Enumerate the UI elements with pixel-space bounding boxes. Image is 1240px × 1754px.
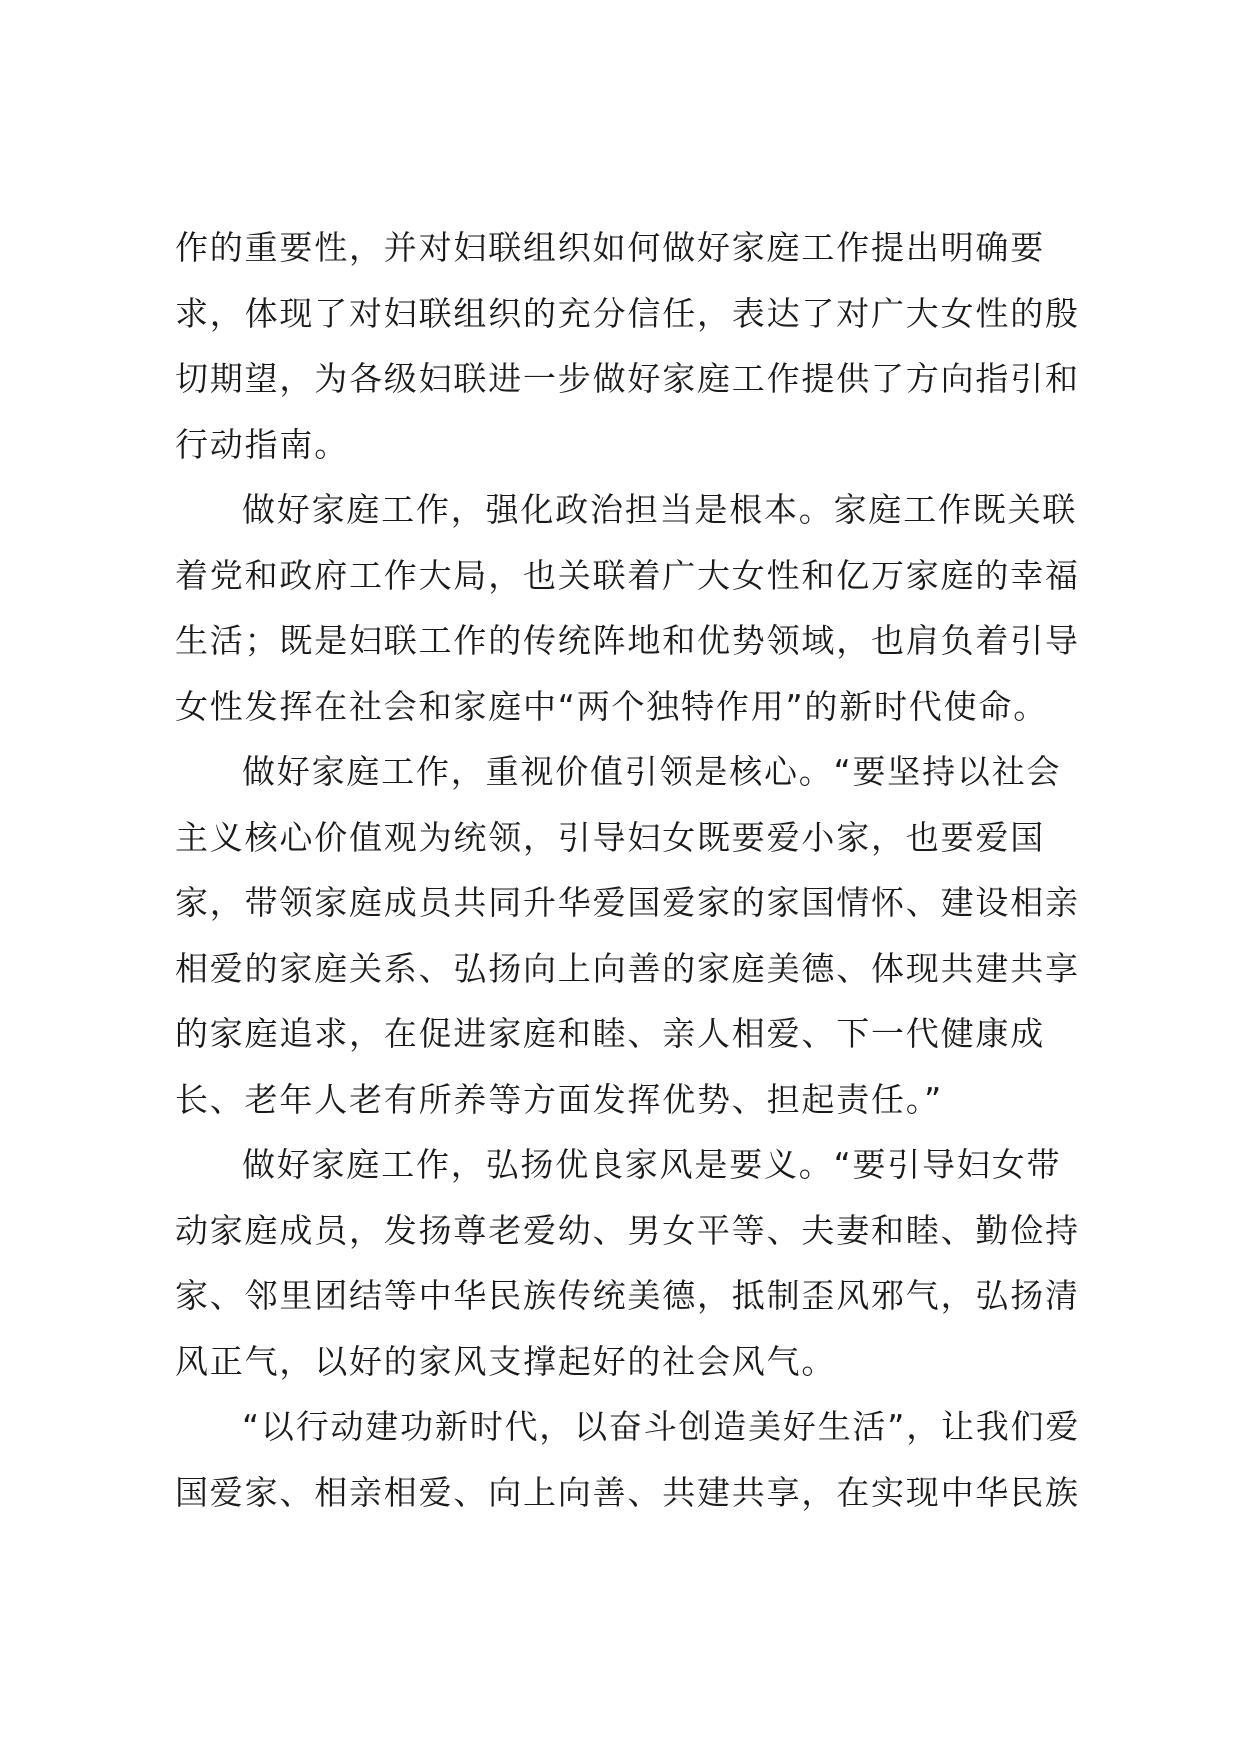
text-line: 作的重要性，并对妇联组织如何做好家庭工作提出明确要	[175, 228, 1045, 267]
text-line: 着党和政府工作大局，也关联着广大女性和亿万家庭的幸福	[175, 555, 1080, 595]
text-line: 家、邻里团结等中华民族传统美德，抵制歪风邪气，弘扬清	[175, 1276, 1080, 1315]
text-line: 行动指南。	[175, 424, 349, 464]
text-line: 求，体现了对妇联组织的充分信任，表达了对广大女性的殷	[175, 293, 1080, 333]
paragraph-5	[175, 1394, 1081, 1525]
text-line: 风正气，以好的家风支撑起好的社会风气。	[175, 1341, 837, 1381]
text-line: 女性发挥在社会和家庭中“两个独特作用”的新时代使命。	[175, 686, 1048, 726]
text-line: 切期望，为各级妇联进一步做好家庭工作提供了方向指引和	[175, 359, 1080, 398]
text-line: 主义核心价值观为统领，引导妇女既要爱小家，也要爱国	[175, 817, 1045, 857]
paragraph-3	[175, 739, 1080, 1132]
paragraph-1	[175, 215, 1080, 477]
text-line: 相爱的家庭关系、弘扬向上向善的家庭美德、体现共建共享	[175, 948, 1080, 988]
text-line: 做好家庭工作，弘扬优良家风是要义。“要引导妇女带	[242, 1145, 1062, 1184]
text-line: 生活；既是妇联工作的传统阵地和优势领域，也肩负着引导	[175, 621, 1080, 660]
text-line: 做好家庭工作，重视价值引领是核心。“要坚持以社会	[242, 752, 1062, 791]
paragraph-2	[175, 477, 1080, 739]
document-body	[175, 215, 1081, 1525]
text-line: “以行动建功新时代，以奋斗创造美好生活”，让我们爱	[242, 1407, 1081, 1446]
paragraph-4	[175, 1132, 1080, 1394]
text-line: 家，带领家庭成员共同升华爱国爱家的家国情怀、建设相亲	[175, 883, 1080, 922]
text-line: 长、老年人老有所养等方面发挥优势、担起责任。”	[175, 1079, 943, 1119]
text-line: 做好家庭工作，强化政治担当是根本。家庭工作既关联	[242, 490, 1078, 529]
text-line: 的家庭追求，在促进家庭和睦、亲人相爱、下一代健康成	[175, 1014, 1045, 1053]
text-line: 动家庭成员，发扬尊老爱幼、男女平等、夫妻和睦、勤俭持	[175, 1210, 1080, 1250]
text-line: 国爱家、相亲相爱、向上向善、共建共享，在实现中华民族	[175, 1472, 1080, 1512]
